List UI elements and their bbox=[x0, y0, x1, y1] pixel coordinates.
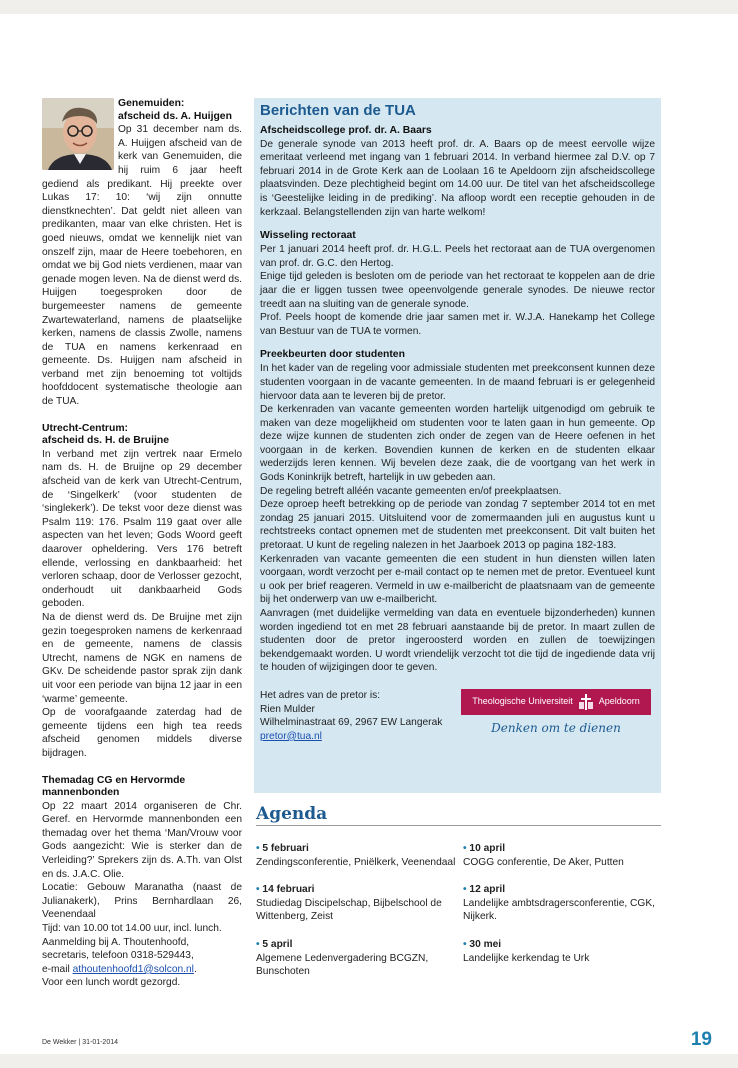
secretary-text: secretaris, telefoon 0318-529443, bbox=[42, 950, 194, 962]
location-text: Locatie: Gebouw Maranatha (naast de Julianakerk), Prins Bernhardlaan 26, Veenendaal bbox=[42, 882, 242, 921]
article-subtitle: mannenbonden bbox=[42, 787, 120, 799]
logo-slogan: Denken om te dienen bbox=[491, 720, 621, 735]
tua-news-box bbox=[254, 98, 661, 793]
agenda-item bbox=[256, 938, 456, 979]
email-line bbox=[42, 963, 242, 977]
article-subtitle: afscheid ds. A. Huijgen bbox=[118, 110, 232, 122]
book-cross-icon bbox=[579, 694, 593, 710]
agenda-item bbox=[463, 842, 663, 869]
tua-heading: Berichten van de TUA bbox=[260, 102, 416, 119]
article-utrecht bbox=[42, 423, 242, 761]
agenda-title: Agenda bbox=[256, 804, 661, 826]
agenda-desc: Landelijke ambtsdragersconferentie, CGK, Nijkerk. bbox=[463, 897, 655, 923]
email-prefix: e-mail bbox=[42, 963, 73, 975]
address-name: Rien Mulder bbox=[260, 703, 315, 715]
section-title: Preekbeurten door studenten bbox=[260, 349, 405, 361]
left-column bbox=[42, 98, 242, 1004]
article-genemuiden bbox=[42, 98, 242, 409]
page bbox=[0, 14, 738, 1054]
section-text: De generale synode van 2013 heeft prof. dr. A. Baars op de meest eervolle wijze emeritaat verleend met ingang van 1 februari 2014. In verband hiermee zal D.V. op 7 februari 2014 in de Grote Kerk aan de Loolaan 16 te Apeldoorn zijn afscheidscollege plaatsvinden. Deze plechtigheid begint om 14.00 uur. De titel van het afscheidscollege is ‘Geestelijke leiding in de prediking’. Na afloop wordt een receptie gehouden in de kerkzaal. Belangstellenden zijn van harte welkom! bbox=[260, 138, 655, 218]
article-themadag bbox=[42, 775, 242, 991]
tua-section-afscheidscollege bbox=[260, 124, 655, 220]
section-text: De kerkenraden van vacante gemeenten worden hartelijk uitgenodigd om gebruik te maken van deze mogelijkheid om studenten voor te laten gaan in hun gemeente. Op deze wijze kunnen de studenten zich onder de zegen van de Heere oefenen in het voorgaan in de kerken. Bovendien kunnen de kerken en de studenten elkaar wederzijds leren kennen. Wij bevelen deze zaak, die de voortgang van het werk in Gods Koninkrijk betreft, hartelijk in uw gebeden aan. bbox=[260, 404, 655, 484]
agenda-desc: Landelijke kerkendag te Urk bbox=[463, 952, 590, 964]
section-text: Deze oproep heeft betrekking op de periode van zondag 7 september 2014 tot en met zondag 25 januari 2015. Uitsluitend voor de zomermaanden juli en augustus kunt u rechtstreeks contact opnemen met de studenten met preekconsent. Dit valt buiten het pretoraat. U kunt de regeling nalezen in het Jaarboek 2013 op pagina 182-183. bbox=[260, 499, 655, 552]
agenda-date: • 10 april bbox=[463, 842, 663, 856]
email-suffix: . bbox=[193, 963, 197, 975]
article-text: Na de dienst werd ds. De Bruijne met zijn gezin toegesproken namens de kerkenraad en de gemeente, namens de classis Utrecht, namens de NGK en namens de GKv. De scheidende pastor sprak zijn dank uit voor een periode van bijna 12 jaar in een ‘warme’ gemeente. bbox=[42, 611, 242, 705]
section-text: Aanvragen (met duidelijke vermelding van data en eventuele bijzonderheden) kunnen worden ingediend tot en met 28 februari aanstaande bij de pretor. In maart zullen de studenten door de pretor ingeroosterd worden en zullen de toewijzingen bekendgemaakt worden. U wordt vriendelijk verzocht tot die tijd de ingediende data vrij te houden of wijzigingen door te geven. bbox=[260, 608, 655, 674]
pretor-email-link[interactable]: pretor@tua.nl bbox=[260, 730, 322, 742]
tua-section-rectoraat bbox=[260, 229, 655, 338]
page-number: 19 bbox=[690, 1029, 712, 1050]
section-text: Enige tijd geleden is besloten om de periode van het rectoraat te koppelen aan de drie jaar die er liggen tussen twee opeenvolgende generale synodes. De nieuwe rector treedt aan na sluiting van de generale synode. bbox=[260, 271, 655, 310]
article-title: Themadag CG en Hervormde bbox=[42, 774, 186, 786]
agenda-item bbox=[463, 938, 663, 965]
section-title: Afscheidscollege prof. dr. A. Baars bbox=[260, 124, 432, 136]
agenda-column-2 bbox=[463, 842, 663, 979]
signup-text: Aanmelding bij A. Thoutenhoofd, bbox=[42, 936, 190, 948]
agenda-date: • 5 februari bbox=[256, 842, 456, 856]
address-street: Wilhelminastraat 69, 2967 EW Langerak bbox=[260, 717, 443, 729]
article-text: Op de voorafgaande zaterdag had de gemeente tijdens een high tea reeds afscheid genomen middels diverse bijdragen. bbox=[42, 707, 242, 759]
article-subtitle: afscheid ds. H. de Bruijne bbox=[42, 435, 170, 447]
pretor-address bbox=[260, 689, 655, 743]
logo-left-text: Theologische Universiteit bbox=[472, 696, 573, 707]
agenda-desc: COGG conferentie, De Aker, Putten bbox=[463, 856, 624, 868]
article-text: Op 22 maart 2014 organiseren de Chr. Geref. en Hervormde mannenbonden een themadag over het thema ‘Man/Vrouw voor Gods aangezicht: Wie is sterker dan de Verleiding?’ Sprekers zijn ds. A.Th. van Olst en ds. J.A.C. Olie. bbox=[42, 800, 242, 880]
article-text: In verband met zijn vertrek naar Ermelo nam ds. H. de Bruijne op 29 december afscheid van de kerk van Utrecht-Centrum, de ‘Singelkerk’ (voor studenten de ‘singlekerk’). De tekst voor deze dienst was Psalm 119: 176. Psalm 119 gaat over alle aspecten van het leven; Gods Woord geeft daarover opheldering. Vers 176 betreft ellende, verlossing en dankbaarheid: het verloren schaap, door de Verlosser gezocht, onderhoudt uit dankbaarheid Gods geboden. bbox=[42, 448, 242, 610]
agenda-column-1 bbox=[256, 842, 456, 993]
section-text: Prof. Peels hoopt de komende drie jaar samen met ir. W.J.A. Hanekamp het College van Bestuur van de TUA te vormen. bbox=[260, 312, 655, 337]
agenda-item bbox=[256, 842, 456, 869]
agenda-date: • 30 mei bbox=[463, 938, 663, 952]
section-text: Per 1 januari 2014 heeft prof. dr. H.G.L. Peels het rectoraat aan de TUA overgenomen van prof. dr. G.C. den Hertog. bbox=[260, 244, 655, 269]
article-text: Op 31 december nam ds. A. Huijgen afscheid van de kerk van Genemuiden, die hij ruim 6 jaar heeft gediend als predikant. Hij preekte over Lukas 17: 10: ‘wij zijn onnutte dienstknechten’. Dat geldt niet alleen van predikanten, maar van elke christen. Het is goed nieuws, omdat we kennelijk niet van onszelf zijn, maar de Heere toebehoren, en omdat we bij God niets verdienen, maar van genade mogen leven. Na de dienst werd ds. Huijgen toegesproken door de burgemeester namens de gemeente Zwartewaterland, namens de plaatselijke kerken, namens de classis Zwolle, namens de TUA en namens kerkenraad en gemeente. Ds. Huijgen nam afscheid in verband met zijn benoeming tot voltijds hoofddocent systematische theologie aan de TUA. bbox=[42, 124, 242, 408]
agenda-item bbox=[463, 883, 663, 924]
tua-section-preekbeurten bbox=[260, 348, 655, 675]
agenda-date: • 5 april bbox=[256, 938, 456, 952]
logo-bar bbox=[461, 689, 651, 715]
address-intro: Het adres van de pretor is: bbox=[260, 689, 381, 701]
article-title: Utrecht-Centrum: bbox=[42, 422, 129, 434]
time-text: Tijd: van 10.00 tot 14.00 uur, incl. lunch. bbox=[42, 923, 222, 935]
agenda-desc: Algemene Ledenvergadering BCGZN, Bunschoten bbox=[256, 952, 429, 978]
section-text: De regeling betreft alléén vacante gemeenten en/of preekplaatsen. bbox=[260, 485, 562, 497]
section-text: Kerkenraden van vacante gemeenten die een student in hun diensten willen laten voorgaan, wordt verzocht per e-mail contact op te nemen met de pretor. Eventueel kunt u ook per brief reageren. Vermeld in uw e-mailbericht de plaatsnaam van de gemeente bij het onderwerp van uw e-mailbericht. bbox=[260, 553, 655, 606]
agenda-desc: Studiedag Discipelschap, Bijbelschool de Wittenberg, Zeist bbox=[256, 897, 442, 923]
lunch-text: Voor een lunch wordt gezorgd. bbox=[42, 977, 181, 989]
section-text: In het kader van de regeling voor admissiale studenten met preekconsent kunnen deze studenten voorgaan in de vacante gemeenten. In de maand februari is er gelegenheid hiervoor data aan te leveren bij de pretor. bbox=[260, 363, 655, 402]
agenda-date: • 12 april bbox=[463, 883, 663, 897]
section-title: Wisseling rectoraat bbox=[260, 230, 356, 242]
agenda-item bbox=[256, 883, 456, 924]
footer-publication: De Wekker | 31-01-2014 bbox=[42, 1039, 119, 1046]
portrait-photo bbox=[42, 98, 114, 170]
logo-right-text: Apeldoorn bbox=[598, 696, 640, 707]
agenda-desc: Zendingsconferentie, Pniëlkerk, Veenendaal bbox=[256, 856, 456, 868]
agenda-date: • 14 februari bbox=[256, 883, 456, 897]
tua-logo bbox=[461, 689, 651, 736]
article-title: Genemuiden: bbox=[118, 98, 185, 109]
email-link[interactable]: athoutenhoofd1@solcon.nl bbox=[72, 963, 194, 975]
